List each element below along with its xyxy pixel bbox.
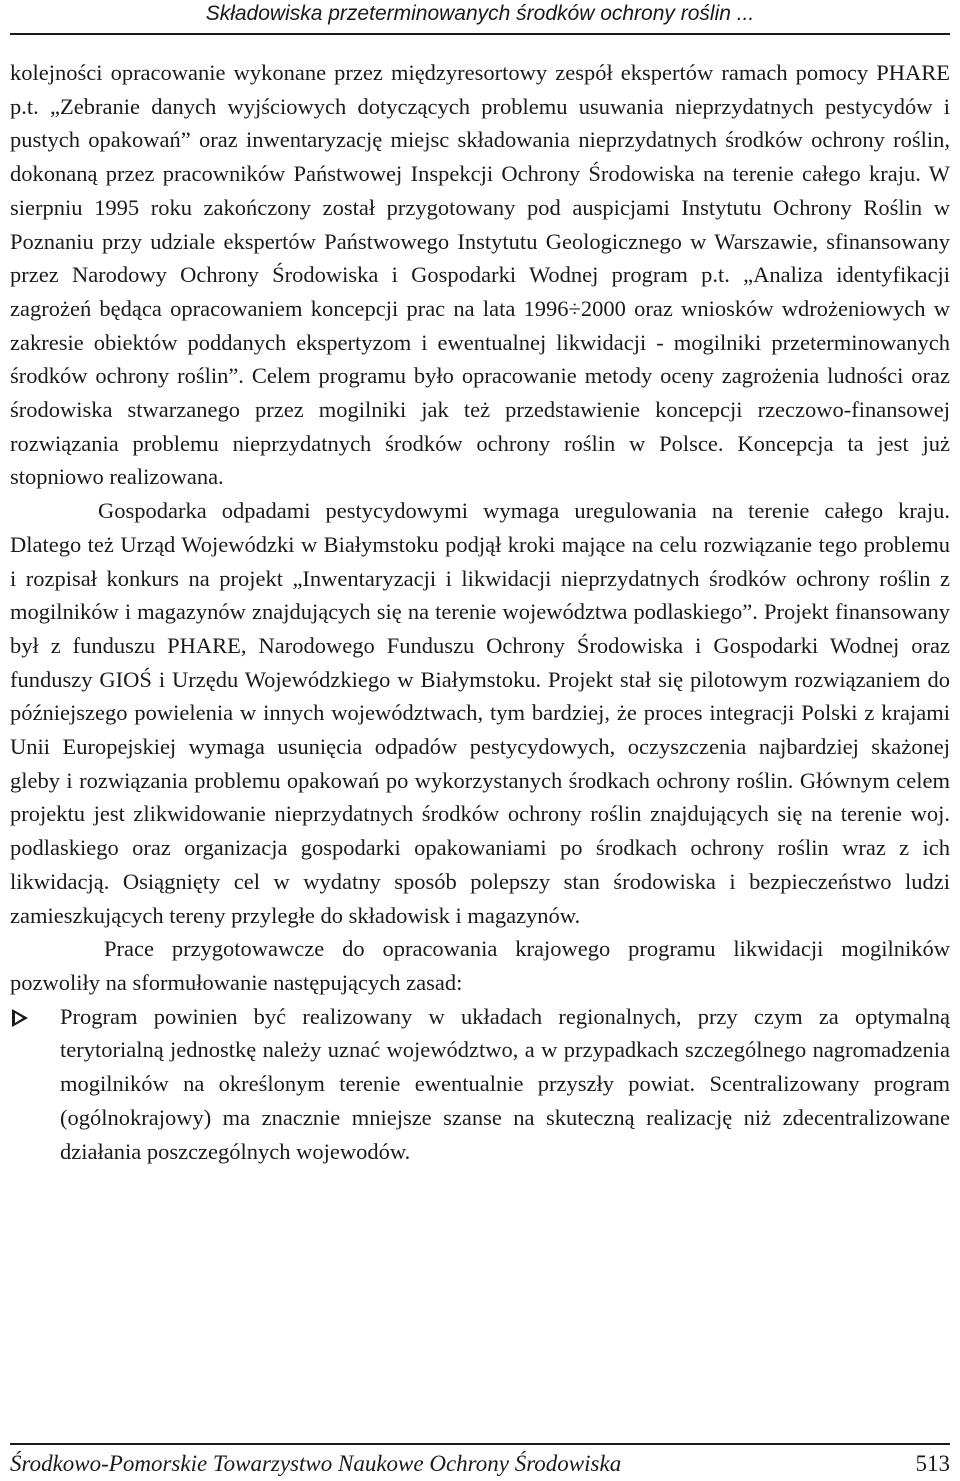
paragraph-principles-intro: Prace przygotowawcze do opracowania krajowego programu likwidacji mogilników pozwoliły na sformułowanie następujących zasad: <box>10 936 950 995</box>
running-header: Składowiska przeterminowanych środków ochrony roślin ... <box>205 2 755 25</box>
footer-society: Środkowo-Pomorskie Towarzystwo Naukowe Ochrony Środowiska <box>10 1451 622 1476</box>
bullet-item <box>10 1000 950 1169</box>
paragraph-project: Gospodarka odpadami pestycydowymi wymaga uregulowania na terenie całego kraju. Dlatego też Urząd Wojewódzki w Białymstoku podjął kroki mające na celu rozwiązanie tego problemu i rozpisał konkurs na projekt „Inwentaryzacji i likwidacji nieprzydatnych środków ochrony roślin z mogilników i magazynów znajdujących się na terenie województwa podlaskiego”. Projekt finansowany był z funduszu PHARE, Narodowego Funduszu Ochrony Środowiska i Gospodarki Wodnej oraz funduszy GIOŚ i Urzędu Wojewódzkiego w Białymstoku. Projekt stał się pilotowym rozwiązaniem do późniejszego powielenia w innych województwach, tym bardziej, że proces integracji Polski z krajami Unii Europejskiej wymaga usunięcia odpadów pestycydowych, oczyszczenia najbardziej skażonej gleby i rozwiązania problemu opakowań po wykorzystanych środkach ochrony roślin. Głównym celem projektu jest zlikwidowanie nieprzydatnych środków ochrony roślin znajdujących się na terenie woj. podlaskiego oraz organizacja gospodarki opakowaniami po środkach ochrony roślin wraz z ich likwidacją. Osiągnięty cel w wydatny sposób polepszy stan środowiska i bezpieczeństwo ludzi zamieszkujących tereny przyległe do składowisk i magazynów. <box>10 498 950 928</box>
page-body <box>10 56 950 1168</box>
header-rule <box>10 33 950 35</box>
bullet-item-text: Program powinien być realizowany w układach regionalnych, przy czym za optymalną terytorialną jednostkę należy uznać województwo, a w przypadkach szczególnego nagromadzenia mogilników na określonym terenie ewentualnie przyszły powiat. Scentralizowany program (ogólnokrajowy) ma znacznie mniejsze szanse na skuteczną realizację niż zdecentralizowane działania poszczególnych wojewodów. <box>60 1003 950 1164</box>
paragraph-continued: kolejności opracowanie wykonane przez międzyresortowy zespół ekspertów ramach pomocy PHARE p.t. „Zebranie danych wyjściowych dotyczących problemu usuwania nieprzydatnych pestycydów i pustych opakowań” oraz inwentaryzację miejsc składowania nieprzydatnych środków ochrony roślin, dokonaną przez pracowników Państwowej Inspekcji Ochrony Środowiska na terenie całego kraju. W sierpniu 1995 roku zakończony został przygotowany pod auspicjami Instytutu Ochrony Roślin w Poznaniu przy udziale ekspertów Państwowego Instytutu Geologicznego w Warszawie, sfinansowany przez Narodowy Ochrony Środowiska i Gospodarki Wodnej program p.t. „Analiza identyfikacji zagrożeń będąca opracowaniem koncepcji prac na lata 1996÷2000 oraz wniosków wdrożeniowych w zakresie obiektów poddanych ekspertyzom i ewentualnej likwidacji - mogilniki przeterminowanych środków ochrony roślin”. Celem programu było opracowanie metody oceny zagrożenia ludności oraz środowiska stwarzanego przez mogilniki jak też przedstawienie koncepcji rzeczowo-finansowej rozwiązania problemu nieprzydatnych środków ochrony roślin w Polsce. Koncepcja ta jest już stopniowo realizowana. <box>10 60 950 490</box>
arrow-bullet-icon <box>12 1009 28 1027</box>
footer-rule <box>10 1443 950 1445</box>
page-number: 513 <box>915 1451 950 1476</box>
